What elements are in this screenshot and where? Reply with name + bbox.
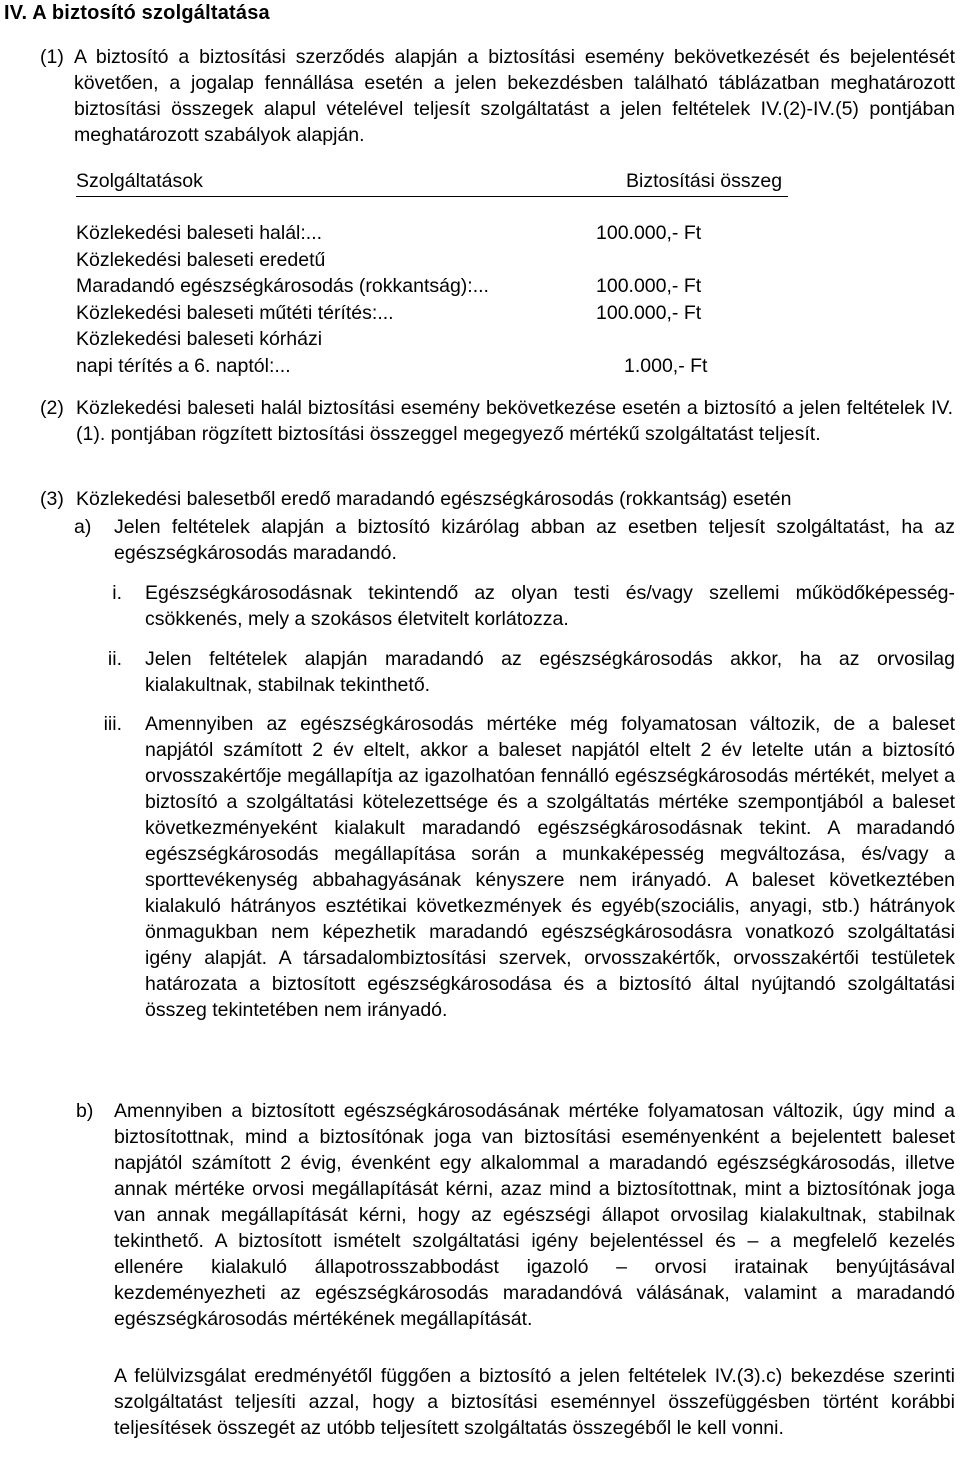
row-label: napi térítés a 6. naptól:... — [76, 354, 291, 377]
paragraph-number: (2) — [40, 397, 64, 419]
row-label: Közlekedési baleseti kórházi — [76, 328, 323, 350]
row-label: Maradandó egészségkárosodás (rokkantság):... — [76, 275, 489, 297]
item-i-text: Egészségkárosodásnak tekintendő az olyan testi és/vagy szellemi működőképesség-csökkenés, mely a szokásos életvitelt korlátozza. — [145, 582, 955, 630]
paragraph-number: (3) — [40, 488, 64, 510]
paragraph-number: (1) — [40, 46, 64, 68]
column-header-amount: Biztosítási összeg — [626, 170, 783, 192]
item-label-i: i. — [112, 582, 122, 604]
item-iii-text: Amennyiben az egészségkárosodás mértéke még folyamatosan változik, de a baleset napjától számított 2 év eltelt, akkor a baleset napjától eltelt 2 év letelte után a biztosító orvosszakértője megállapítja az igazolhatóan fennálló egészségkárosodás mértékét, melyet a biztosító a szolgáltatási kötelezettsége és a szolgáltatás mértéke szempontjából a baleset következményeként kialakult maradandó egészségkárosodásnak tekint. A maradandó egészségkárosodás megállapítása során a munkaképesség megváltozása, és/vagy a sporttevékenység abbahagyásának kényszere nem irányadó. A baleset következtében kialakuló hátrányos esztétikai következmények és egyéb(szociális, anyagi, stb.) hátrányok önmagukban nem képezhetik maradandó egészségkárosodásra vonatkozó szolgáltatási igény alapját. A társadalombiztosítási szervek, orvosszakértők, orvosszakértői testületek határozata a biztosított egészségkárosodása és a biztosító által nyújtandó szolgáltatási összeg tekintetében nem irányadó. — [145, 713, 955, 1021]
table-row — [76, 326, 776, 353]
table-row — [76, 300, 776, 327]
item-label-a: a) — [74, 516, 92, 538]
item-ii-text: Jelen feltételek alapján maradandó az egészségkárosodás akkor, ha az orvosilag kialakultnak, stabilnak tekinthető. — [145, 648, 955, 696]
intro-paragraph: A biztosító a biztosítási szerződés alapján a biztosítási esemény bekövetkezését és bejelentését követően, a jogalap fennállása esetén a jelen bekezdésben található táblázatban meghatározott biztosítási összegek alapul vételével teljesít szolgáltatást a jelen feltételek IV.(2)-IV.(5) pontjában meghatározott szabályok alapján. — [74, 46, 955, 146]
table-row — [76, 273, 776, 300]
section-heading: IV. A biztosító szolgáltatása — [4, 2, 270, 24]
row-amount: 100.000,- Ft — [596, 301, 702, 324]
row-amount: 100.000,- Ft — [596, 222, 702, 244]
row-label: Közlekedési baleseti eredetű — [76, 248, 326, 271]
column-header-services: Szolgáltatások — [76, 170, 203, 192]
item-label-ii: ii. — [107, 648, 122, 670]
item-b-text: Amennyiben a biztosított egészségkárosodásának mértéke folyamatosan változik, úgy mind a biztosítottnak, mind a biztosítónak joga van biztosítási eseményenként a bejelentett baleset napjától számított 2 évig, évenként egy alkalommal a maradandó egészségkárosodás, illetve annak mértéke orvosi megállapítását kérni, azaz mind a biztosítottnak, mint a biztosítónak joga van annak megállapítását kérni, hogy az egészségi állapot orvosilag kialakultnak, stabilnak tekinthető. A biztosított ismételt szolgáltatási igény bejelentéssel és – a megfelelő kezelés ellenére kialakuló állapotrosszabbodást igazoló – orvosi iratainak benyújtásával kezdeményezheti az egészségkárosodás maradandóvá válásának, valamint a maradandó egészségkárosodás mértékének megállapítását. — [114, 1100, 955, 1330]
benefits-table — [76, 220, 776, 379]
table-row — [76, 247, 776, 274]
item-a-text: Jelen feltételek alapján a biztosító kizárólag abban az esetben teljesít szolgáltatást, ha az egészségkárosodás maradandó. — [114, 516, 955, 564]
row-amount: 1.000,- Ft — [624, 354, 708, 377]
table-row — [76, 220, 776, 247]
paragraph-3: Közlekedési balesetből eredő maradandó egészségkárosodás (rokkantság) esetén — [76, 488, 792, 510]
row-amount: 100.000,- Ft — [596, 275, 702, 297]
row-label: Közlekedési baleseti műtéti térítés:... — [76, 301, 394, 324]
table-row — [76, 353, 776, 380]
item-b-followup: A felülvizsgálat eredményétől függően a biztosító a jelen feltételek IV.(3).c) bekezdése szerinti szolgáltatást teljesíti azzal, hogy a biztosítási eseménnyel összefüggésben történt korábbi teljesítések összegét az utóbb teljesített szolgáltatás összegéből le kell vonni. — [114, 1365, 955, 1439]
paragraph-2: Közlekedési baleseti halál biztosítási esemény bekövetkezése esetén a biztosító a jelen feltételek IV.(1). pontjában rögzített biztosítási összeggel megegyező mértékű szolgáltatást teljesít. — [76, 397, 953, 445]
table-header — [76, 170, 788, 197]
row-label: Közlekedési baleseti halál:... — [76, 222, 323, 244]
item-label-b: b) — [76, 1100, 94, 1122]
item-label-iii: iii. — [103, 713, 122, 735]
